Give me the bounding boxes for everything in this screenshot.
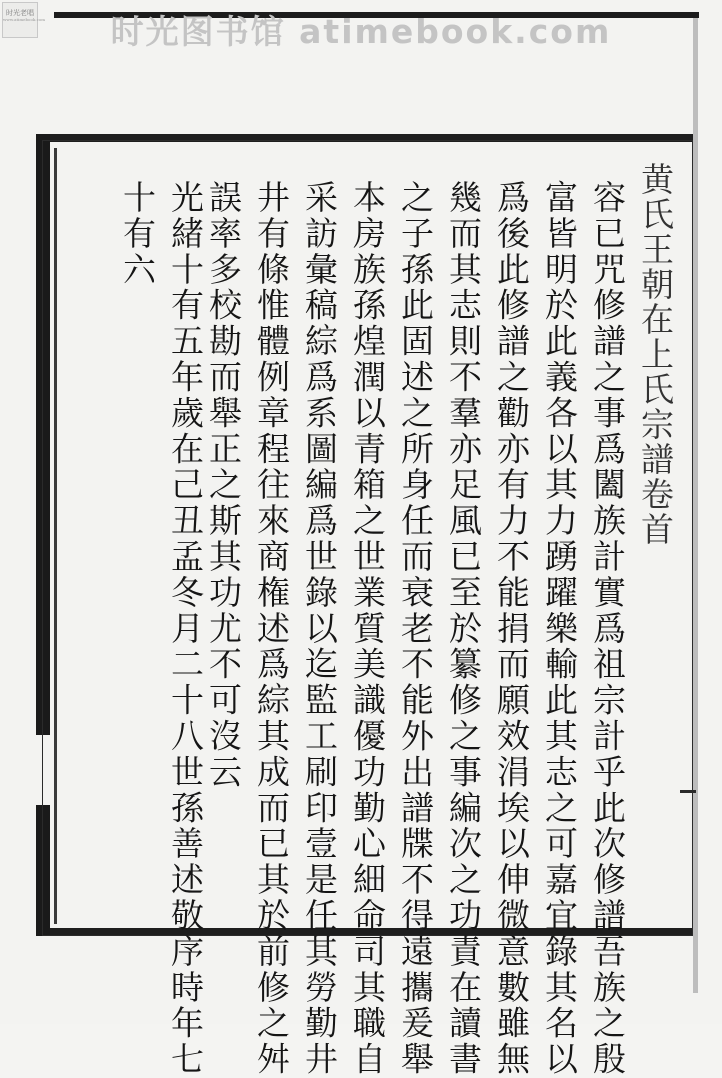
stamp-text: 时光老唱 (6, 9, 34, 17)
preface-text-block (115, 152, 675, 1078)
text-column: 誤率多校勘而舉正之斯其功尤不可沒云 (204, 180, 243, 791)
text-column: 爲後此修譜之勸亦有力不能捐而願效涓埃以伸微意數雖無 (492, 180, 531, 1078)
text-column: 本房族孫煌潤以青箱之世業質美識優功勤心細命司其職自 (348, 180, 387, 1078)
text-column: 富皆明於此義各以其力踴躍樂輸此其志之可嘉宜錄其名以 (540, 180, 579, 1078)
text-column: 幾而其志則不羣亦足風已至於纂修之事編次之功責在讀書 (444, 180, 483, 1078)
text-column: 采訪彙稿綜爲系圖編爲世錄以迄監工刷印壹是任其勞勤井 (300, 180, 339, 1078)
text-column-date: 光緒十有五年歲在己丑孟冬月二十八世孫善述敬序時年七 (166, 180, 205, 1078)
text-column: 容已咒修譜之事爲闔族計實爲祖宗計乎此次修譜吾族之殷 (588, 180, 627, 1078)
text-column: 之子孫此固述之所身任而衰老不能外出譜牒不得遠攜爰舉 (396, 180, 435, 1078)
text-column-header: 黄氏王朝在上氏宗譜卷首 (636, 162, 675, 547)
page-right-edge (693, 18, 698, 993)
text-column: 井有條惟體例章程往來商権述爲綜其成而已其於前修之舛 (252, 180, 291, 1078)
watermark: 时光图书馆 atimebook.com (110, 12, 612, 51)
text-column-age: 十有六 (118, 180, 157, 288)
stamp-subtext: www.atimebook.com (3, 17, 46, 22)
